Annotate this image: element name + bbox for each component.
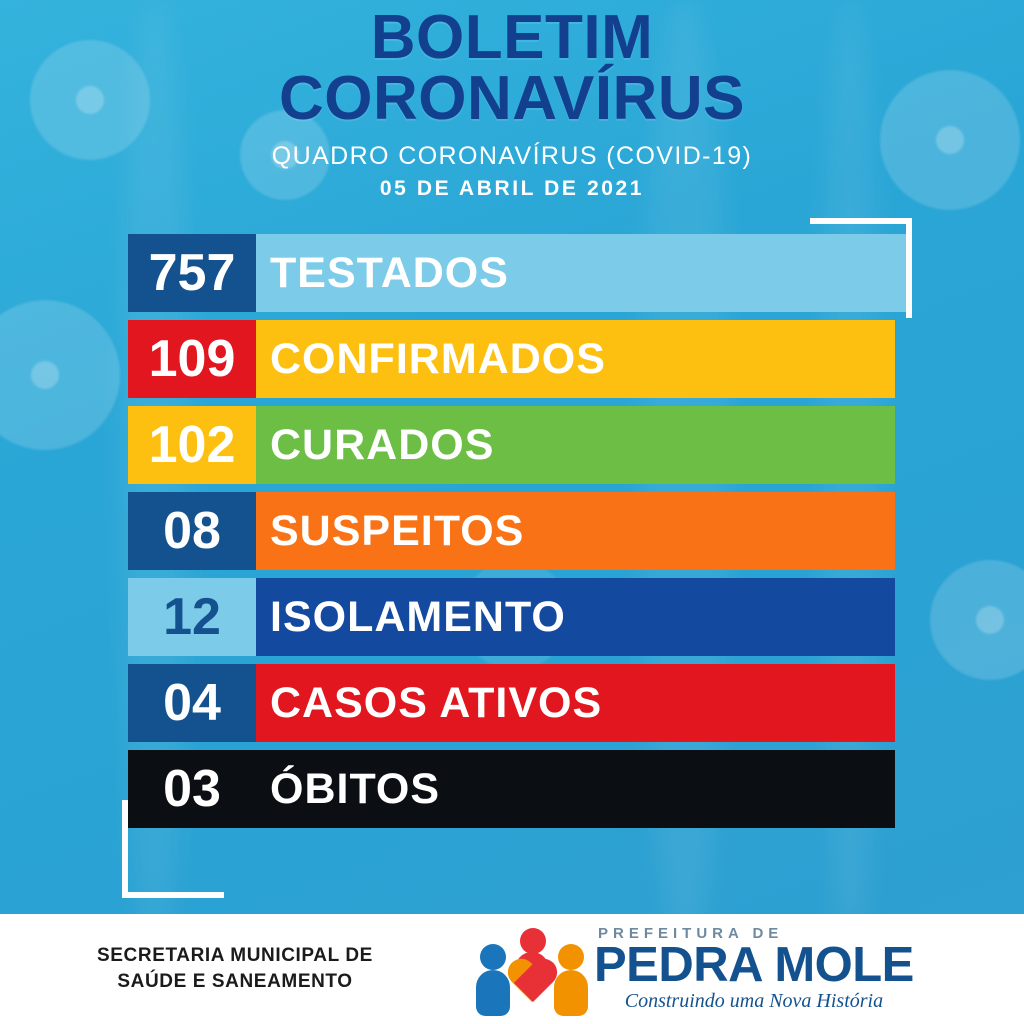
logo-wordmark <box>588 925 914 1014</box>
logo-figure-head-blue <box>480 944 506 970</box>
subtitle: QUADRO CORONAVÍRUS (COVID-19) <box>271 141 753 170</box>
secretaria-line-1: SECRETARIA MUNICIPAL DE <box>97 945 373 967</box>
stat-row-isolamento <box>128 578 895 656</box>
city-logo <box>470 925 1024 1014</box>
stat-value-testados: 757 <box>128 234 256 312</box>
stat-label-testados: TESTADOS <box>256 234 906 312</box>
logo-figure-body-orange <box>554 970 588 1016</box>
poster-header <box>0 0 1024 201</box>
stat-label-isolamento: ISOLAMENTO <box>256 578 895 656</box>
stat-label-curados: CURADOS <box>256 406 895 484</box>
stat-value-isolamento: 12 <box>128 578 256 656</box>
logo-heart-icon <box>506 960 558 1010</box>
virus-decoration-icon <box>0 300 120 450</box>
logo-figure-head-orange <box>558 944 584 970</box>
stat-label-confirmados: CONFIRMADOS <box>256 320 895 398</box>
stat-row-obitos <box>128 750 895 828</box>
stat-value-confirmados: 109 <box>128 320 256 398</box>
virus-decoration-icon <box>930 560 1024 680</box>
title-line-2: CORONAVÍRUS <box>279 63 745 133</box>
title-line-1: BOLETIM <box>370 3 654 72</box>
stat-row-suspeitos <box>128 492 895 570</box>
stat-label-suspeitos: SUSPEITOS <box>256 492 895 570</box>
stat-row-curados <box>128 406 895 484</box>
logo-city-name: PEDRA MOLE <box>594 937 914 992</box>
logo-figure-body-blue <box>476 970 510 1016</box>
logo-figure-head-red <box>520 928 546 954</box>
secretaria-line-2: SAÚDE E SANEAMENTO <box>117 971 353 992</box>
logo-prefeitura-label: PREFEITURA DE <box>598 924 784 942</box>
stat-value-obitos: 03 <box>128 750 256 828</box>
bulletin-date: 05 DE ABRIL DE 2021 <box>379 176 645 200</box>
stats-list <box>128 234 895 836</box>
stat-row-confirmados <box>128 320 895 398</box>
stat-value-curados: 102 <box>128 406 256 484</box>
page-title <box>0 3 1024 133</box>
logo-slogan: Construindo uma Nova História <box>624 990 884 1013</box>
logo-people-heart-icon <box>476 926 588 1012</box>
stat-label-casos-ativos: CASOS ATIVOS <box>256 664 895 742</box>
stat-row-testados <box>128 234 895 312</box>
secretaria-text <box>0 943 470 994</box>
stat-row-casos-ativos <box>128 664 895 742</box>
stat-label-obitos: ÓBITOS <box>256 750 895 828</box>
stat-value-suspeitos: 08 <box>128 492 256 570</box>
stat-value-casos-ativos: 04 <box>128 664 256 742</box>
poster-footer <box>0 914 1024 1024</box>
